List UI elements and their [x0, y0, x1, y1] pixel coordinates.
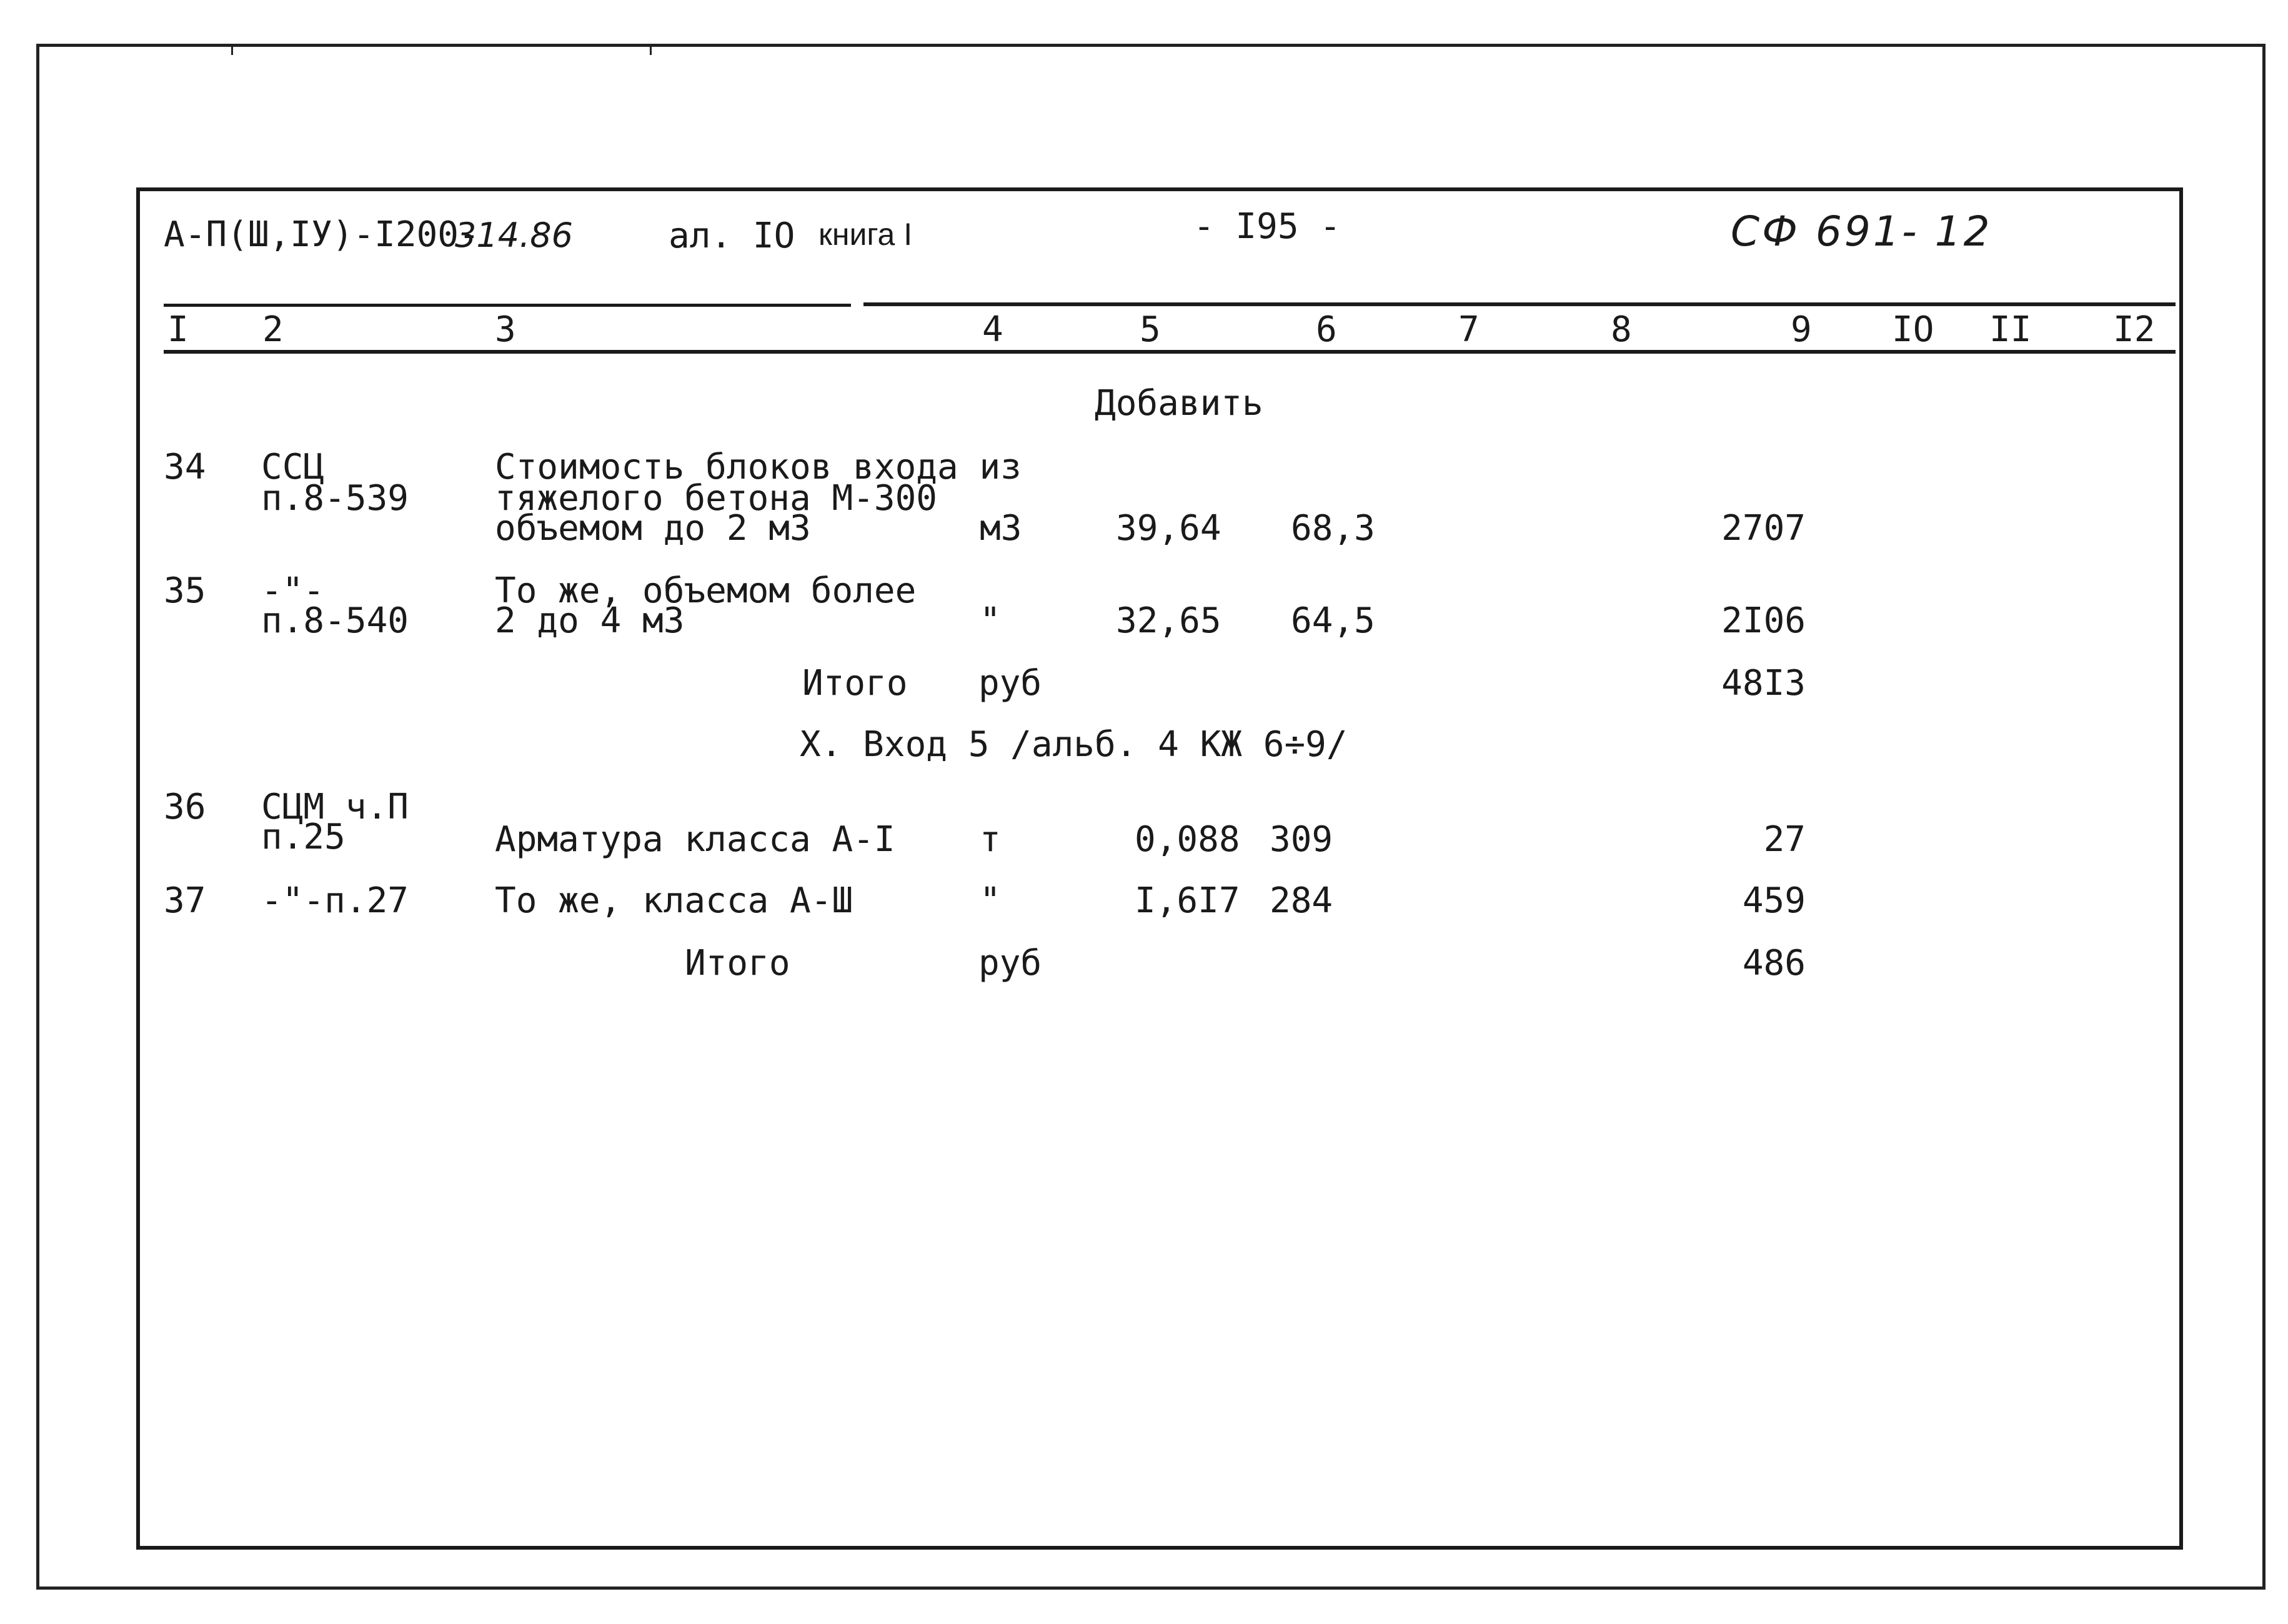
row-number: 36 [164, 787, 206, 827]
row-price: 64,5 [1291, 600, 1375, 641]
frame-notch [650, 44, 652, 55]
column-header: 3 [495, 309, 516, 350]
column-header: II [1989, 309, 2032, 350]
row-quantity: 0,088 [1135, 819, 1240, 860]
column-header: I [167, 309, 189, 350]
row-code-ref: п.8-540 [261, 600, 409, 641]
subtotal-unit: руб [978, 663, 1042, 704]
subtotal-total: 48I3 [1721, 663, 1806, 704]
row-quantity: I,6I7 [1135, 880, 1240, 921]
section-title-entry: Х. Вход 5 /альб. 4 КЖ 6÷9/ [800, 724, 1348, 765]
row-unit: " [980, 880, 1001, 921]
row-description: объемом до 2 м3 [495, 508, 811, 549]
section-title-add: Добавить [1095, 383, 1263, 424]
row-price: 284 [1270, 880, 1333, 921]
column-header: 8 [1611, 309, 1632, 350]
column-header: IО [1892, 309, 1934, 350]
row-code-ref: п.25 [261, 817, 346, 857]
row-description: Стоимость блоков входа из [495, 447, 1022, 487]
row-unit: " [980, 600, 1001, 641]
row-description: Арматура класса А-I [495, 819, 895, 860]
row-total: 2707 [1721, 508, 1806, 549]
row-total: 459 [1742, 880, 1806, 921]
row-code-ref: п.8-539 [261, 478, 409, 519]
header-rule-bottom [164, 350, 2176, 354]
column-header: 9 [1791, 309, 1812, 350]
header-rule-right [863, 302, 2176, 306]
row-quantity: 39,64 [1116, 508, 1221, 549]
row-code: -"-п.27 [261, 880, 409, 921]
subtotal-label: Итого [685, 943, 790, 984]
row-price: 309 [1270, 819, 1333, 860]
row-description: тяжелого бетона М-300 [495, 478, 938, 519]
subtotal-total: 486 [1742, 943, 1806, 984]
row-number: 37 [164, 880, 206, 921]
row-description: То же, объемом более [495, 570, 917, 611]
column-header: 6 [1316, 309, 1337, 350]
book-label: книга I [818, 217, 913, 252]
column-header: 4 [982, 309, 1003, 350]
subtotal-label: Итого [802, 663, 908, 704]
header-rule-left [164, 304, 851, 307]
column-header: I2 [2113, 309, 2156, 350]
album-label: ал. IО [669, 216, 795, 256]
row-code: -"- [261, 570, 325, 611]
row-number: 35 [164, 570, 206, 611]
row-description: 2 до 4 м3 [495, 600, 685, 641]
row-total: 2I06 [1721, 600, 1806, 641]
column-header: 7 [1458, 309, 1480, 350]
column-header: 2 [262, 309, 284, 350]
row-quantity: 32,65 [1116, 600, 1221, 641]
stamp-handwritten: СФ 691- 12 [1731, 207, 1992, 256]
row-unit: т [980, 819, 1001, 860]
row-number: 34 [164, 447, 206, 487]
row-price: 68,3 [1291, 508, 1375, 549]
column-header: 5 [1140, 309, 1161, 350]
row-unit: м3 [980, 508, 1022, 549]
row-code: СЦМ ч.П [261, 787, 409, 827]
frame-notch [231, 44, 233, 55]
row-total: 27 [1763, 819, 1806, 860]
page-number: - I95 - [1193, 206, 1341, 247]
doc-code-handwritten: 314.86 [455, 216, 573, 255]
subtotal-unit: руб [978, 943, 1042, 984]
doc-code: А-П(Ш,IУ)-I200- [164, 214, 480, 255]
row-code: ССЦ [261, 447, 325, 487]
row-description: То же, класса А-Ш [495, 880, 853, 921]
